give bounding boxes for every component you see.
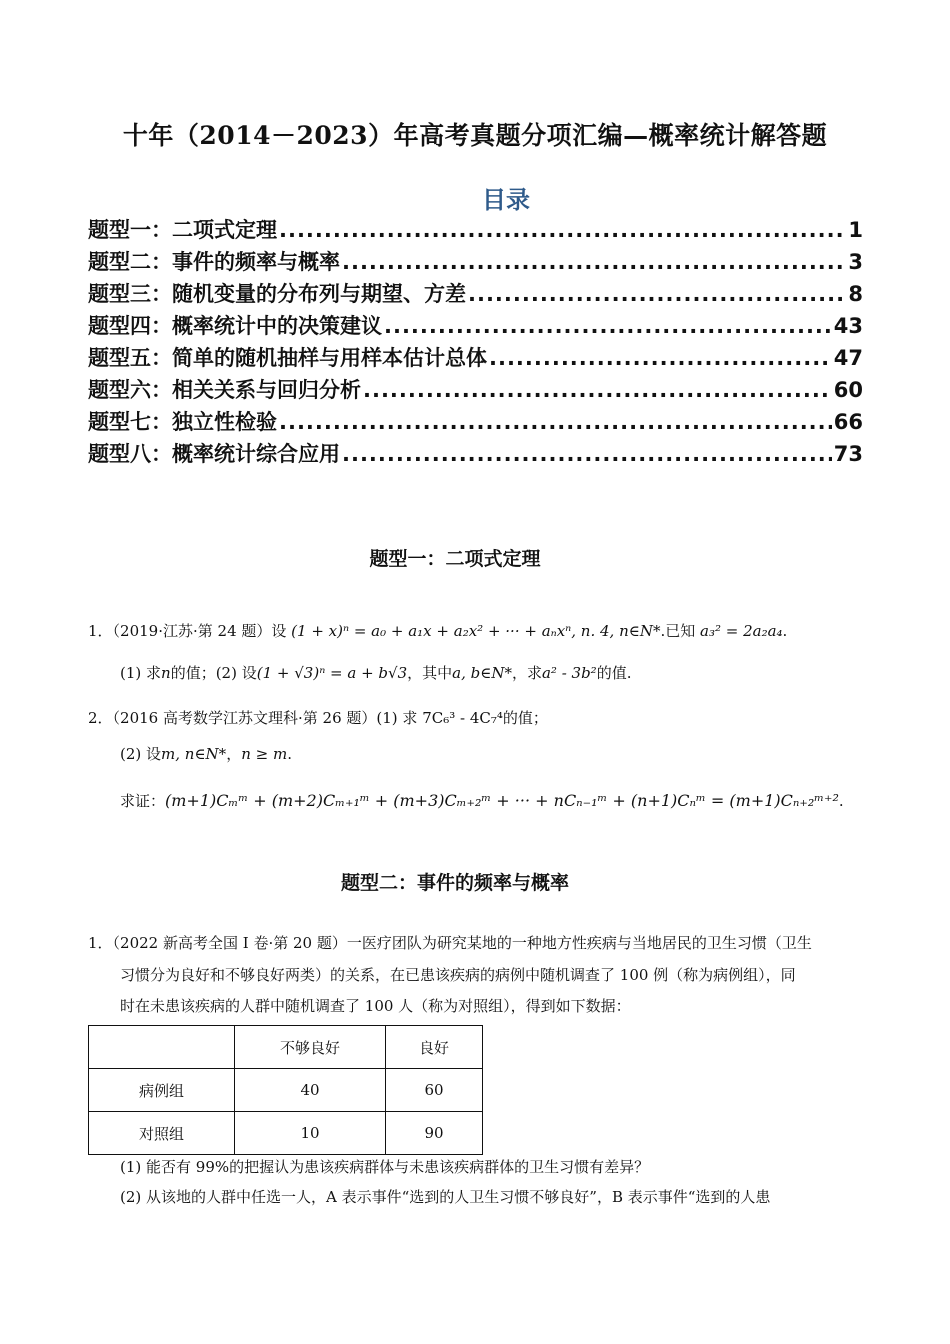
text-fragment: ，其中 xyxy=(407,664,453,682)
text-fragment: 的值；(2) 设 xyxy=(170,664,257,682)
paragraph-line: (1) 能否有 99%的把握认为患该疾病群体与未患该疾病群体的卫生习惯有差异？ xyxy=(120,1158,650,1176)
question-2-part2: (2) 设m, n∈N*，n ≥ m. xyxy=(120,745,292,763)
toc-entry-label: 题型二：事件的频率与概率 xyxy=(88,250,340,274)
table-header-cell xyxy=(89,1026,235,1069)
toc-entry-page: 60 xyxy=(833,378,863,402)
math-formula: (1 + √3)ⁿ = a + b√3 xyxy=(256,664,408,682)
question-2-proof: 求证：(m+1)Cₘᵐ + (m+2)Cₘ₊₁ᵐ + (m+3)Cₘ₊₂ᵐ + ··· + nCₙ₋₁ᵐ + (n+1)Cₙᵐ = (m+1)Cₙ₊₂ᵐ⁺². xyxy=(120,791,844,810)
toc-entry[interactable] xyxy=(88,374,863,406)
text-fragment: ， xyxy=(226,745,242,763)
math-formula: 7C₆³ - 4C₇⁴ xyxy=(422,709,503,727)
math-formula: (1 + x)ⁿ = a₀ + a₁x + a₂x² + ··· + aₙxⁿ, n. 4, n∈N* xyxy=(291,622,661,640)
math-formula: a, b∈N* xyxy=(452,664,512,682)
question-number: 2． xyxy=(88,709,113,727)
paragraph-line: (2) 从该地的人群中任选一人，A 表示事件“选到的人卫生习惯不够良好”，B 表示事件“选到的人患 xyxy=(120,1188,771,1206)
section-heading: 题型一：二项式定理 xyxy=(369,548,541,570)
table-header-row xyxy=(89,1026,483,1069)
table-cell: 60 xyxy=(386,1069,483,1112)
text-fragment: (2) 设 xyxy=(120,745,162,763)
math-formula: a₃² = 2a₂a₄ xyxy=(700,622,783,640)
toc-entry-label: 题型四：概率统计中的决策建议 xyxy=(88,314,382,338)
toc-heading: 目录 xyxy=(482,186,530,214)
paragraph-line: 习惯分为良好和不够良好两类）的关系，在已患该疾病的病例中随机调查了 100 例（称为病例组），同 xyxy=(120,966,796,984)
toc-entry[interactable] xyxy=(88,310,863,342)
table-header-cell: 良好 xyxy=(386,1026,483,1069)
toc-entry-page: 3 xyxy=(848,250,863,274)
math-formula: (m+1)Cₘᵐ + (m+2)Cₘ₊₁ᵐ + (m+3)Cₘ₊₂ᵐ + ··· + nCₙ₋₁ᵐ + (n+1)Cₙᵐ = (m+1)Cₙ₊₂ᵐ⁺² xyxy=(165,791,839,810)
question-source: （2019·江苏·第 24 题）设 xyxy=(112,622,287,640)
toc-entry-page: 47 xyxy=(833,346,863,370)
question-source: （2016 高考数学江苏文理科·第 26 题）(1) 求 xyxy=(112,709,418,727)
toc-entry-label: 题型七：独立性检验 xyxy=(88,410,277,434)
toc-entry-label: 题型五：简单的随机抽样与用样本估计总体 xyxy=(88,346,487,370)
question-2-line xyxy=(88,703,548,733)
document-title: 十年（2014－2023）年高考真题分项汇编—概率统计解答题 xyxy=(122,121,828,150)
table-cell: 90 xyxy=(386,1112,483,1155)
table-row xyxy=(89,1069,483,1112)
toc-entry-label: 题型三：随机变量的分布列与期望、方差 xyxy=(88,282,466,306)
question-number: 1． xyxy=(88,934,113,952)
math-var: n xyxy=(161,664,171,682)
math-formula: m, n∈N* xyxy=(161,745,227,763)
toc-entry[interactable] xyxy=(88,438,863,470)
toc-entry-label: 题型一：二项式定理 xyxy=(88,218,277,242)
data-table xyxy=(88,1025,483,1155)
text-fragment: (1) 求 xyxy=(120,664,162,682)
toc-entry-label: 题型六：相关关系与回归分析 xyxy=(88,378,361,402)
text-fragment: 的值； xyxy=(502,709,548,727)
math-formula: a² - 3b² xyxy=(541,664,597,682)
text-fragment: ，求 xyxy=(511,664,542,682)
toc-entry-page: 1 xyxy=(848,218,863,242)
toc-entry-page: 66 xyxy=(833,410,863,434)
paragraph-line: 时在未患该疾病的人群中随机调查了 100 人（称为对照组），得到如下数据： xyxy=(120,997,631,1015)
section-heading: 题型二：事件的频率与概率 xyxy=(340,872,569,894)
table-cell: 10 xyxy=(235,1112,386,1155)
question-1-line: 1．（2019·江苏·第 24 题）设 (1 + x)ⁿ = a₀ + a₁x + a₂x² + ··· + aₙxⁿ, n. 4, n∈N*.已知 a₃² = 2a₂a₄. xyxy=(88,622,788,640)
toc-entry-page: 8 xyxy=(848,282,863,306)
table-row xyxy=(89,1112,483,1155)
toc-entry[interactable] xyxy=(88,246,863,278)
text-fragment: 的值. xyxy=(596,664,632,682)
toc-entry[interactable] xyxy=(88,406,863,438)
text-fragment: 求证： xyxy=(120,792,166,810)
question-text: （2022 新高考全国 I 卷·第 20 题）一医疗团队为研究某地的一种地方性疾病与当地居民的卫生习惯（卫生 xyxy=(112,934,812,952)
toc-entry[interactable] xyxy=(88,214,863,246)
toc-entry-page: 73 xyxy=(833,442,863,466)
table-header-cell: 不够良好 xyxy=(235,1026,386,1069)
table-of-contents xyxy=(88,214,863,470)
toc-entry-page: 43 xyxy=(833,314,863,338)
math-formula: n ≥ m xyxy=(241,745,288,763)
table-cell: 40 xyxy=(235,1069,386,1112)
paragraph-line xyxy=(88,928,812,958)
toc-entry[interactable] xyxy=(88,342,863,374)
question-1-parts xyxy=(120,658,631,688)
toc-entry[interactable] xyxy=(88,278,863,310)
text-fragment: .已知 xyxy=(660,622,696,640)
toc-entry-label: 题型八：概率统计综合应用 xyxy=(88,442,340,466)
table-cell: 病例组 xyxy=(89,1069,235,1112)
question-number: 1． xyxy=(88,622,113,640)
table-cell: 对照组 xyxy=(89,1112,235,1155)
